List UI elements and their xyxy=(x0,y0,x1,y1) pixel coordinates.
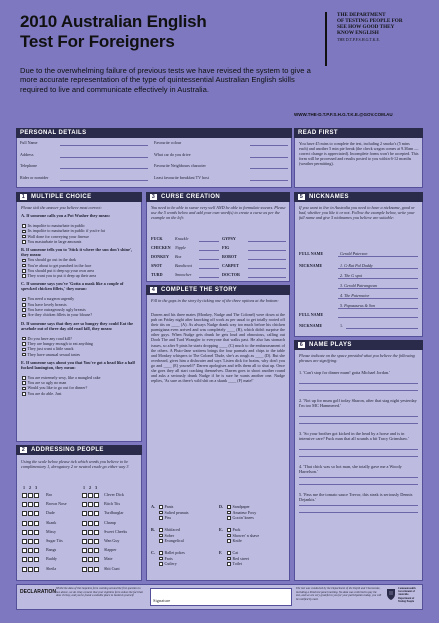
personal-field-input[interactable] xyxy=(60,180,148,181)
rating-box[interactable] xyxy=(88,557,93,562)
address-word: Sheila xyxy=(46,565,57,571)
option-label: Farts xyxy=(164,555,173,561)
personal-field-input[interactable] xyxy=(250,180,288,181)
story-option[interactable] xyxy=(159,511,189,516)
multiple-choice-intro: Please tick the answer you believe most correct: xyxy=(21,205,102,210)
story-option[interactable] xyxy=(227,562,242,567)
rating-box[interactable] xyxy=(94,530,99,535)
personal-field-input[interactable] xyxy=(250,145,288,146)
personal-field-input[interactable] xyxy=(60,145,148,146)
curse-word: CHICKEN xyxy=(151,245,171,250)
option-letter: C. xyxy=(151,550,155,555)
full-name-line xyxy=(338,256,418,257)
name-play-answer[interactable] xyxy=(299,477,418,478)
rating-box[interactable] xyxy=(82,521,87,526)
option-letter: A. xyxy=(151,504,155,509)
rating-box[interactable] xyxy=(82,548,87,553)
personal-details-header: PERSONAL DETAILS xyxy=(16,128,292,138)
nickname-line xyxy=(338,298,418,299)
answer-label: They just want a little snack xyxy=(27,346,74,352)
option-checkbox[interactable] xyxy=(159,551,163,555)
answer-checkbox[interactable] xyxy=(22,314,26,318)
address-word: Sugar Tits xyxy=(46,538,63,543)
signature-field[interactable] xyxy=(150,588,292,606)
rating-box[interactable] xyxy=(28,530,33,535)
answer-checkbox[interactable] xyxy=(22,274,26,278)
curse-example: Nipple xyxy=(175,245,186,250)
section-number: 4 xyxy=(151,287,156,293)
address-word: Bro xyxy=(46,492,53,497)
answer-label: They have unusual sexual tastes xyxy=(27,351,81,357)
nickname-line xyxy=(338,308,418,309)
nickname-label: NICKNAME xyxy=(299,263,323,268)
department-logo xyxy=(325,12,425,66)
option-checkbox[interactable] xyxy=(227,551,231,555)
rating-box[interactable] xyxy=(34,511,39,516)
option-checkbox[interactable] xyxy=(159,562,163,566)
rating-box[interactable] xyxy=(22,530,27,535)
rating-box[interactable] xyxy=(34,502,39,507)
rating-box[interactable] xyxy=(28,548,33,553)
personal-field-label: What car do you drive xyxy=(154,151,191,157)
nickname-example: 5. Papasaurus & Son xyxy=(340,303,376,308)
address-word: Dude xyxy=(46,510,55,516)
rating-box[interactable] xyxy=(28,502,33,507)
curse-input[interactable] xyxy=(199,241,219,242)
option-label: Sober xyxy=(164,532,175,538)
declaration-header: DECLARATION xyxy=(20,589,57,595)
rating-box[interactable] xyxy=(88,521,93,526)
department-line2: OF TESTING PEOPLE FOR xyxy=(337,18,403,24)
answer-checkbox[interactable] xyxy=(22,259,26,263)
full-name-example: Gerald Paterson xyxy=(340,251,368,256)
personal-field-label: Favourite colour xyxy=(154,140,182,145)
name-plays-intro: Please indicate on the space provided what you believe the following phrases are signifying: xyxy=(299,353,415,363)
declaration-mid-text: The test was conducted by the Department of the Depth and Cheesecake, including a blind test panel meeting. No data was collected to pay the test, and we are very grateful to you for your participation today, you will be notified by mail. xyxy=(296,586,382,601)
answer-label: Its impolite to masturbate in public if you're fat xyxy=(27,228,105,234)
personal-field-label: Favourite Neighbours character xyxy=(154,163,206,168)
option-label: Ballet pokes xyxy=(164,550,185,555)
option-checkbox[interactable] xyxy=(159,528,163,532)
name-plays-title: NAME PLAYS xyxy=(309,342,352,348)
rating-box[interactable] xyxy=(28,511,33,516)
address-word: Brown Nose xyxy=(46,501,67,507)
declaration-text: Whilst the data of this hopeless form working around the first question to two above, we do relay consent that your sightless form values the fact that does chrissy, and you've found a suitable place to backrub yourself. xyxy=(56,586,143,597)
story-option[interactable] xyxy=(159,539,184,544)
answer-checkbox[interactable] xyxy=(22,235,26,239)
question-text: E. If someone says about you that You've got a head like a half fucked lamington, they mean: xyxy=(21,359,135,370)
curse-example: Box xyxy=(175,254,182,259)
curse-example: Smoocher xyxy=(175,272,192,277)
answer-checkbox[interactable] xyxy=(22,308,26,312)
complete-story-title: COMPLETE THE STORY xyxy=(161,287,238,293)
rating-box[interactable] xyxy=(94,557,99,562)
answer-label: You have outrageously ugly breasts xyxy=(27,307,86,312)
curse-creation-title: CURSE CREATION xyxy=(161,194,221,200)
section-number: 2 xyxy=(21,447,26,453)
answer-option[interactable] xyxy=(22,353,80,358)
answer-checkbox[interactable] xyxy=(22,303,26,307)
curse-word: GYPSY xyxy=(222,236,236,241)
scale-number: 2 xyxy=(89,485,92,490)
option-letter: E. xyxy=(219,527,223,532)
option-label: Cat xyxy=(232,550,239,555)
rating-box[interactable] xyxy=(34,521,39,526)
answer-label: Would you like to go out for dinner? xyxy=(27,385,88,391)
curse-input[interactable] xyxy=(199,259,219,260)
curse-input[interactable] xyxy=(248,259,286,260)
complete-story-header xyxy=(146,285,290,295)
rating-box[interactable] xyxy=(82,511,87,516)
option-label: Shower' n shave xyxy=(232,532,260,538)
option-checkbox[interactable] xyxy=(159,516,163,520)
name-play-answer[interactable] xyxy=(299,484,418,485)
answer-label: You have lovely breasts xyxy=(27,301,67,307)
address-word: Slapper xyxy=(104,547,117,553)
option-label: Toilet xyxy=(232,561,242,566)
signature-label: Signature xyxy=(153,598,171,603)
scale-number: 1 xyxy=(83,485,86,490)
rating-box[interactable] xyxy=(82,539,87,544)
rating-box[interactable] xyxy=(22,493,27,498)
option-label: Piss xyxy=(164,515,172,520)
department-line3: SEE HOW GOOD THEY xyxy=(337,24,395,30)
scale-number: 3 xyxy=(95,485,98,490)
rating-box[interactable] xyxy=(34,557,39,562)
rating-box[interactable] xyxy=(22,557,27,562)
department-line4: KNOW ENGLISH xyxy=(337,30,379,36)
curse-word: DONKEY xyxy=(151,254,169,259)
website-url[interactable]: WWW.THE-D.T.P.F.S.H.G.T.K.E.@GOV.COM.AU xyxy=(294,112,393,117)
nickname-line xyxy=(338,278,418,279)
option-label: Red street xyxy=(232,555,249,561)
answer-checkbox[interactable] xyxy=(22,337,26,341)
curse-creation-intro: You need to be able to swear very well AND be able to formulate swears. Please use the 5 words below and add your own word(s) to create a curse as per the example on the left: xyxy=(151,205,286,220)
question-text: B. If someone tells you to 'Stick it where the sun don't shine', they mean: xyxy=(21,247,133,258)
nickname-line xyxy=(338,268,418,269)
curse-input[interactable] xyxy=(199,250,219,251)
personal-field-input[interactable] xyxy=(250,157,288,158)
rating-box[interactable] xyxy=(94,521,99,526)
name-play-answer[interactable] xyxy=(299,423,418,424)
rating-box[interactable] xyxy=(34,567,39,572)
name-play-answer[interactable] xyxy=(299,416,418,417)
answer-label: You masturbate in large amounts xyxy=(27,238,82,244)
rating-box[interactable] xyxy=(22,548,27,553)
curse-word: ROBOT xyxy=(222,254,237,259)
address-word: Sweet Cheeks xyxy=(104,528,128,534)
address-word: Mate xyxy=(104,556,113,562)
rating-box[interactable] xyxy=(22,511,27,516)
section-number: 3 xyxy=(151,194,156,200)
nickname-input[interactable] xyxy=(346,328,418,329)
name-play-answer[interactable] xyxy=(299,512,418,513)
coat-of-arms-icon xyxy=(386,587,396,599)
address-word: Bangs xyxy=(46,547,57,553)
rating-box[interactable] xyxy=(28,493,33,498)
option-checkbox[interactable] xyxy=(227,505,231,509)
curse-word: FIG xyxy=(222,245,230,250)
answer-checkbox[interactable] xyxy=(22,392,26,396)
answer-checkbox[interactable] xyxy=(22,230,26,234)
name-play-phrase: 2. 'Not up for mum golf today Sharon, after that stag night yesterday I'm too MC Hammered.' xyxy=(299,398,417,408)
rating-box[interactable] xyxy=(94,502,99,507)
answer-checkbox[interactable] xyxy=(22,348,26,352)
answer-checkbox[interactable] xyxy=(22,376,26,380)
rating-box[interactable] xyxy=(94,567,99,572)
nickname-line xyxy=(338,288,418,289)
title-line1: 2010 Australian English xyxy=(20,12,207,31)
personal-field-label: Rider or nonrider xyxy=(20,174,49,180)
nickname-example: 4. The Paternator xyxy=(340,293,370,298)
read-first-header: READ FIRST xyxy=(294,128,423,138)
rating-box[interactable] xyxy=(94,493,99,498)
rating-box[interactable] xyxy=(22,567,27,572)
curse-word: DOCTOR xyxy=(222,272,240,277)
personal-field-input[interactable] xyxy=(60,157,148,158)
option-checkbox[interactable] xyxy=(227,539,231,543)
answer-option[interactable] xyxy=(22,240,81,245)
rating-box[interactable] xyxy=(88,502,93,507)
name-play-phrase: 4. 'That chick was so hot man, she totally gave me a Woody Harrelson.' xyxy=(299,464,402,474)
name-play-phrase: 5. 'Pass me the tomato sauce Trevor, this steak is seriously Dennis Dejankis.' xyxy=(299,492,413,502)
question-text: D. If someone says that they are so hungry they could Eat the arsehole out of three day old road kill, they mean: xyxy=(21,320,133,331)
curse-creation-header xyxy=(146,192,290,202)
full-name-label: FULL NAME xyxy=(299,251,324,256)
address-word: Buddy xyxy=(46,556,57,562)
rating-box[interactable] xyxy=(82,530,87,535)
answer-label: They want you to put it deep up their area xyxy=(27,273,97,279)
rating-box[interactable] xyxy=(88,567,93,572)
name-play-answer[interactable] xyxy=(299,505,418,506)
option-label: Knife xyxy=(232,538,242,543)
option-label: Sandpaper xyxy=(232,504,250,509)
address-word: Missy xyxy=(46,528,57,534)
answer-checkbox[interactable] xyxy=(22,381,26,385)
answer-checkbox[interactable] xyxy=(22,269,26,273)
rating-box[interactable] xyxy=(34,539,39,544)
nicknames-title: NICKNAMES xyxy=(309,194,349,200)
curse-word: SNOT xyxy=(151,263,163,268)
personal-field-label: Least favourite breakfast TV host xyxy=(154,174,209,180)
answer-label: You need a surgeon urgently xyxy=(27,296,75,302)
option-label: Amateur Foxy xyxy=(232,509,257,515)
rating-box[interactable] xyxy=(88,530,93,535)
curse-word: FUCK xyxy=(151,236,163,241)
address-word: Skank xyxy=(46,519,57,525)
addressing-people-intro: Using the scale below please tick which words you believe to be complimentary 1, derogatory 2 or neutral crude go either way 3 xyxy=(21,459,129,469)
addressing-people-title: ADDRESSING PEOPLE xyxy=(31,447,104,453)
address-word: Bitch Tits xyxy=(104,501,121,507)
rating-box[interactable] xyxy=(28,521,33,526)
rating-box[interactable] xyxy=(88,493,93,498)
section-number: 1 xyxy=(21,194,26,200)
answer-checkbox[interactable] xyxy=(22,240,26,244)
curse-example: Knuckle xyxy=(175,236,189,241)
scale-number: 1 xyxy=(23,485,26,490)
story-option[interactable] xyxy=(227,516,254,521)
personal-field-input[interactable] xyxy=(250,168,288,169)
rating-box[interactable] xyxy=(94,539,99,544)
nickname-label: NICKNAME xyxy=(299,323,323,328)
option-letter: D. xyxy=(219,504,223,509)
answer-label: Are they chicken fillets in your blouse? xyxy=(27,312,93,318)
scale-number: 2 xyxy=(29,485,32,490)
option-checkbox[interactable] xyxy=(159,534,163,538)
personal-field-label: Full Name xyxy=(20,140,38,145)
complete-story-intro: Fill in the gaps in the story by ticking one of the three options at the bottom: xyxy=(151,298,279,303)
rating-box[interactable] xyxy=(82,502,87,507)
option-letter: B. xyxy=(151,527,155,532)
address-word: Wan Guy xyxy=(104,538,120,543)
full-name-label: FULL NAME xyxy=(299,312,324,317)
answer-label: Wall done for conveying your finesse xyxy=(27,233,89,239)
lead-paragraph: Due to the overwhelming failure of previous tests we have revised the system to give a more accurate representation of the type of quintessential Australian English skills required to live and communicate effectively in Australia. xyxy=(20,66,311,94)
answer-option[interactable] xyxy=(22,392,62,397)
question-text: C. If someone says you've 'Gotta a mask like a couple of spewked chicken fillets,' they mean: xyxy=(21,281,124,292)
curse-input[interactable] xyxy=(248,241,286,242)
personal-field-label: Telephone xyxy=(20,163,37,168)
name-play-answer[interactable] xyxy=(299,449,418,450)
answer-label: You are so ugly no man xyxy=(27,380,67,386)
rating-box[interactable] xyxy=(22,539,27,544)
department-line1: THE DEPARTMENT xyxy=(337,12,386,18)
rating-box[interactable] xyxy=(28,567,33,572)
rating-box[interactable] xyxy=(82,557,87,562)
answer-checkbox[interactable] xyxy=(22,224,26,228)
nicknames-intro: If you want to live in Australia you need to have a nickname, good or bad, whether you like it or not. Follow the example below, write your full name and give 5 nicknames you believe are suitable: xyxy=(299,205,415,220)
address-word: Champ xyxy=(104,519,116,525)
rating-box[interactable] xyxy=(34,493,39,498)
option-checkbox[interactable] xyxy=(227,511,231,515)
nicknames-header xyxy=(294,192,423,202)
rating-box[interactable] xyxy=(88,539,93,544)
answer-label: Do you have any road kill? xyxy=(27,335,72,341)
answer-label: You should put it deep up your own area xyxy=(27,267,94,273)
title-line2: Test For Foreigners xyxy=(20,32,175,51)
curse-input[interactable] xyxy=(248,277,286,278)
name-play-answer[interactable] xyxy=(299,383,418,384)
name-plays-panel xyxy=(294,340,423,581)
read-first-text: You have 45 mins to complete the test, including 2 smoko's (5 mins each) and another 5 min pie break (the check wagon comes at 9.30am — correct change is appreciated). Incomplete forms won't be accepted. This form will be processed and results posted to you within 6-12 months (weather permitting). xyxy=(299,141,419,166)
answer-checkbox[interactable] xyxy=(22,387,26,391)
answer-checkbox[interactable] xyxy=(22,353,26,357)
answer-option[interactable] xyxy=(22,274,96,279)
address-word: Clever Dick xyxy=(104,492,124,497)
rating-box[interactable] xyxy=(34,530,39,535)
answer-label: You are extremely sexy, like a mangled cake xyxy=(27,374,101,380)
nickname-example: 1. G-Rat Pal Daddy xyxy=(340,263,373,268)
option-checkbox[interactable] xyxy=(159,557,163,561)
answer-checkbox[interactable] xyxy=(22,264,26,268)
option-checkbox[interactable] xyxy=(227,534,231,538)
curse-example: Bandicoot xyxy=(175,263,192,268)
scale-number: 3 xyxy=(35,485,38,490)
option-checkbox[interactable] xyxy=(159,511,163,515)
answer-label: You should go out in the dark xyxy=(27,257,76,263)
option-letter: F. xyxy=(219,550,223,555)
multiple-choice-header xyxy=(16,192,142,202)
option-label: Evangelical xyxy=(164,538,184,543)
curse-input[interactable] xyxy=(199,268,219,269)
name-play-answer[interactable] xyxy=(299,390,418,391)
option-checkbox[interactable] xyxy=(227,562,231,566)
rating-box[interactable] xyxy=(34,548,39,553)
rating-box[interactable] xyxy=(88,548,93,553)
story-text: Darren and his three mates (Monkey, Nudge and The Colonel) were down at the pub on Friday night after knocking off work as per usual to get totally rooted off their tits on ____ (A). As always Nudge drank way too much before his chicken parmigiana even arrived and was completely ____ (B), which didn't surprise the other guys. When Nudge gets drunk he gets loud and obnoxious, calling out Dooh The and Turd Wrangler to everyone that walks past. He also has stomach issues, so after 9 pints he starts dropping ____ (C) much to the embarrassment of the others. A Pluto-Jane waitress brings the four parmals and chips to the table and Monkey whispers to The Colonel 'Dude, she's as rough as ____ (D). But she overheard, gives him a dishwater and says 'Listen dick for brains, why don't you go and ____ (E) yourself?' Darren apologises and tells them all to shut up. Once she goes they all start cracking themselves. Darren goes to shoot another round and asks a seriously drunk Nudge if he is sure he wants another one. Nudge replies, 'As sure as there's wild shit on a skunk ____ (F) mate!' xyxy=(151,312,285,384)
name-play-phrase: 3. 'So your brother got kicked in the head by a horse and is in intensive care? Fuck man that all sounds a bit Tracy Grimshaw.' xyxy=(299,431,409,441)
rating-box[interactable] xyxy=(28,539,33,544)
address-word: Turdburglar xyxy=(104,510,124,516)
option-label: Pack xyxy=(232,527,241,532)
question-text: A. If someone calls you a Pot Washer they mean: xyxy=(21,213,111,218)
story-option[interactable] xyxy=(159,562,177,567)
rating-box[interactable] xyxy=(28,557,33,562)
option-label: Sulted peanuts xyxy=(164,509,189,515)
option-checkbox[interactable] xyxy=(159,505,163,509)
answer-option[interactable] xyxy=(22,313,92,318)
story-option[interactable] xyxy=(159,516,171,521)
name-play-phrase: 1. 'Can't stop for dinner mum! gotta Michael Jordan.' xyxy=(299,370,390,375)
answer-label: You're about to get punched in the face xyxy=(27,262,92,268)
curse-input[interactable] xyxy=(248,250,286,251)
option-checkbox[interactable] xyxy=(159,539,163,543)
answer-label: You are do able. Just xyxy=(27,390,62,396)
curse-input[interactable] xyxy=(248,268,286,269)
option-checkbox[interactable] xyxy=(227,557,231,561)
nickname-example: 3. Gerald Patrangwan xyxy=(340,283,377,288)
rating-box[interactable] xyxy=(88,511,93,516)
full-name-input[interactable] xyxy=(338,317,418,318)
rating-box[interactable] xyxy=(22,521,27,526)
story-option[interactable] xyxy=(227,539,242,544)
option-checkbox[interactable] xyxy=(227,516,231,520)
rating-box[interactable] xyxy=(94,548,99,553)
name-play-answer[interactable] xyxy=(299,456,418,457)
curse-word: CARPET xyxy=(222,263,239,268)
declaration-right-text: Commonwealth Government of Australia Department of Testing People xyxy=(398,587,416,603)
addressing-people-header xyxy=(16,445,142,455)
department-abbr: THE D.T.P.F.S.H.G.T.K.E. xyxy=(337,37,380,42)
option-label: Cutlery xyxy=(164,561,177,566)
personal-field-label: Address xyxy=(20,151,34,157)
name-plays-header xyxy=(294,340,423,350)
answer-checkbox[interactable] xyxy=(22,298,26,302)
option-label: Shitfaced xyxy=(164,527,180,532)
answer-label: They are hungry enough to eat anything xyxy=(27,340,93,346)
section-number: 5 xyxy=(299,194,304,200)
address-word: Shit Cunt xyxy=(104,565,120,571)
multiple-choice-title: MULTIPLE CHOICE xyxy=(31,194,92,200)
personal-field-input[interactable] xyxy=(60,168,148,169)
rating-box[interactable] xyxy=(82,493,87,498)
option-checkbox[interactable] xyxy=(227,528,231,532)
rating-box[interactable] xyxy=(94,511,99,516)
rating-box[interactable] xyxy=(22,502,27,507)
curse-word: TURD xyxy=(151,272,163,277)
answer-checkbox[interactable] xyxy=(22,342,26,346)
rating-box[interactable] xyxy=(82,567,87,572)
section-number: 6 xyxy=(299,342,304,348)
option-label: Pants xyxy=(164,504,174,509)
option-label: Gooin' knees xyxy=(232,515,254,520)
nickname-number: 1. xyxy=(340,323,344,328)
answer-label: Its impolite to masturbate in public xyxy=(27,223,85,228)
curse-input[interactable] xyxy=(199,277,219,278)
nickname-example: 2. The G spot xyxy=(340,273,363,278)
